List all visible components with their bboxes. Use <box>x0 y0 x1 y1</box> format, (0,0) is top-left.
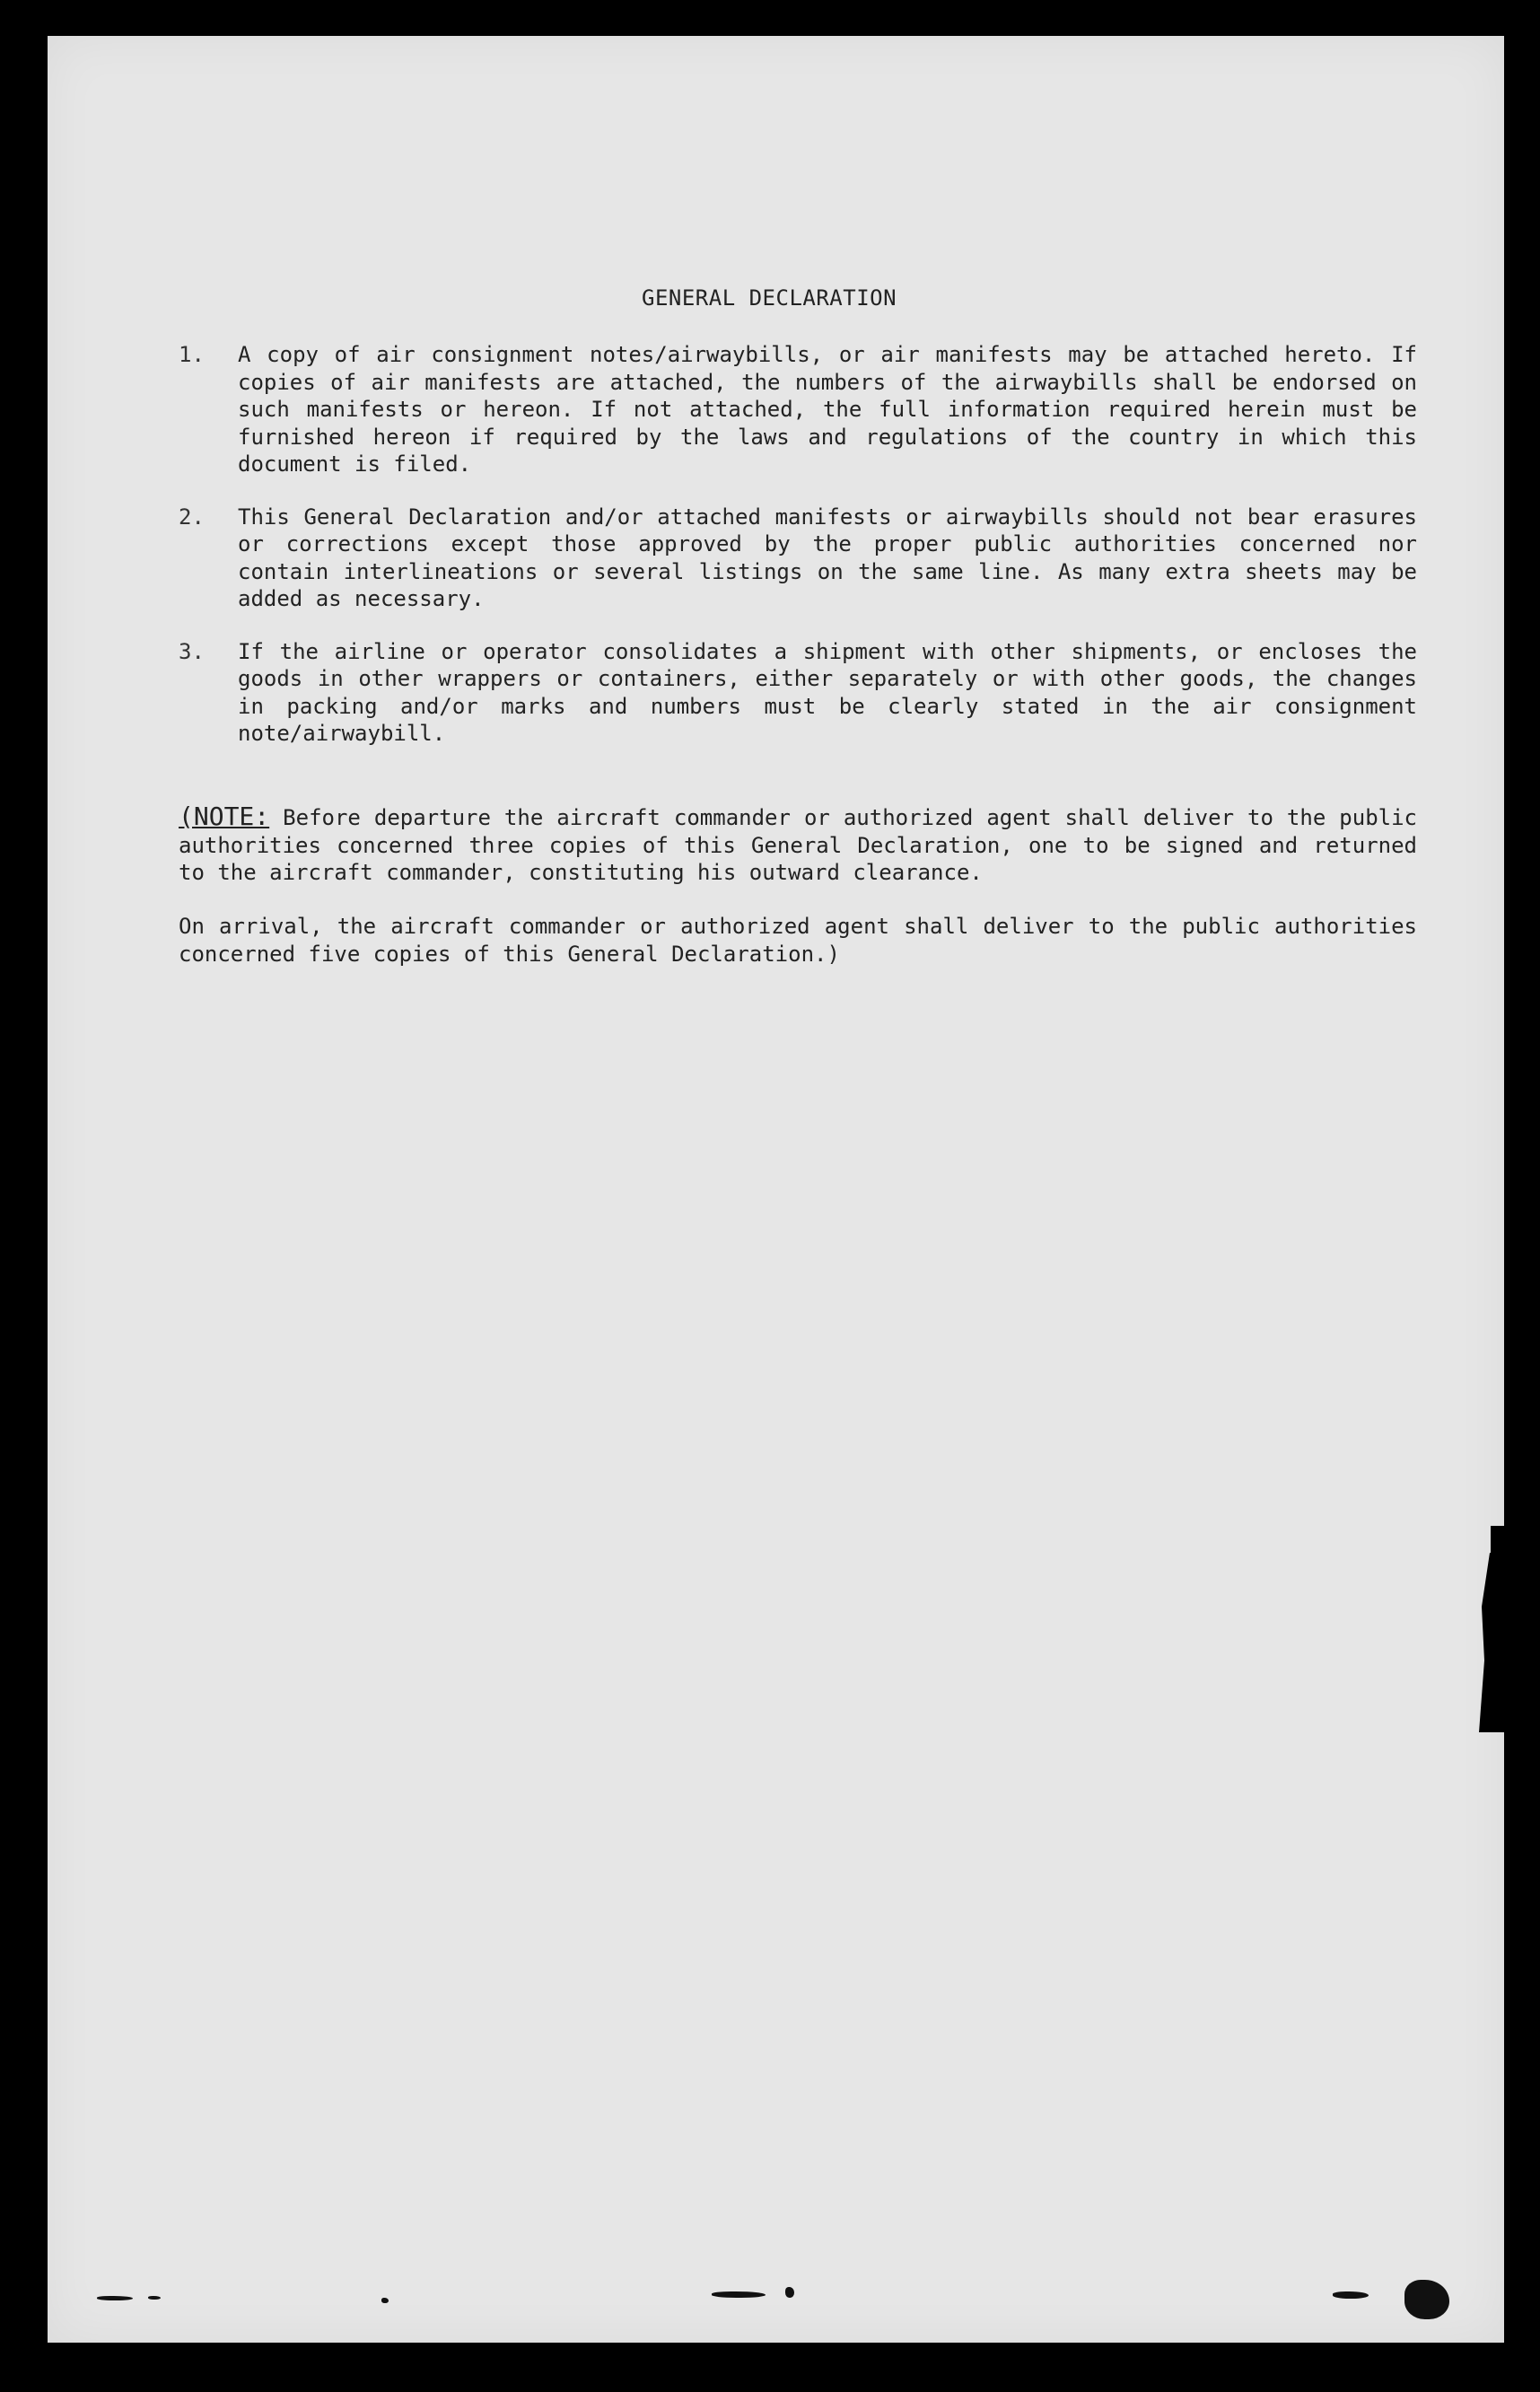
document-title: GENERAL DECLARATION <box>642 285 897 311</box>
item-number: 1. <box>179 342 205 367</box>
scan-mark <box>148 2296 161 2300</box>
item-number: 2. <box>179 504 205 530</box>
list-item <box>179 504 1417 613</box>
scan-mark <box>97 2296 133 2300</box>
scan-mark <box>785 2287 794 2298</box>
scan-mark <box>1333 2291 1369 2299</box>
list-item <box>179 341 1417 478</box>
page-tear <box>1491 1526 1504 1553</box>
item-text: A copy of air consignment notes/airwaybills, or air manifests may be attached hereto. If copies of air manifests are attached, the numbers of the airwaybills shall be endorsed on such manifests or hereon. If not attached, the full information required herein must be furnished hereon if required by the laws and regulations of the country in which this document is filed. <box>238 342 1417 477</box>
note-text: Before departure the aircraft commander or authorized agent shall deliver to the public authorities concerned three copies of this General Declaration, one to be signed and returned to the aircraft commander, constituting his outward clearance. <box>179 805 1417 885</box>
declaration-items <box>179 341 1417 773</box>
list-item <box>179 638 1417 748</box>
scan-mark <box>712 2291 766 2298</box>
page-tear <box>1479 1553 1506 1732</box>
note-label: (NOTE: <box>179 802 270 831</box>
document-page <box>48 36 1504 2343</box>
scan-mark <box>1404 2280 1449 2319</box>
scan-mark <box>381 2298 389 2303</box>
note-paragraph <box>179 803 1417 887</box>
item-text: If the airline or operator consolidates a shipment with other shipments, or encloses the goods in other wrappers or containers, either separately or with other goods, the changes in packing and/or marks and numbers must be clearly stated in the air consignment note/airwaybill. <box>238 638 1417 746</box>
item-number: 3. <box>179 638 205 664</box>
item-text: This General Declaration and/or attached manifests or airwaybills should not bear erasures or corrections except those approved by the proper public authorities concerned nor contain interlineations or several listings on the same line. As many extra sheets may be added as necessary. <box>238 504 1417 611</box>
arrival-paragraph: On arrival, the aircraft commander or authorized agent shall deliver to the public authorities concerned five copies of this General Declaration.) <box>179 914 1417 967</box>
